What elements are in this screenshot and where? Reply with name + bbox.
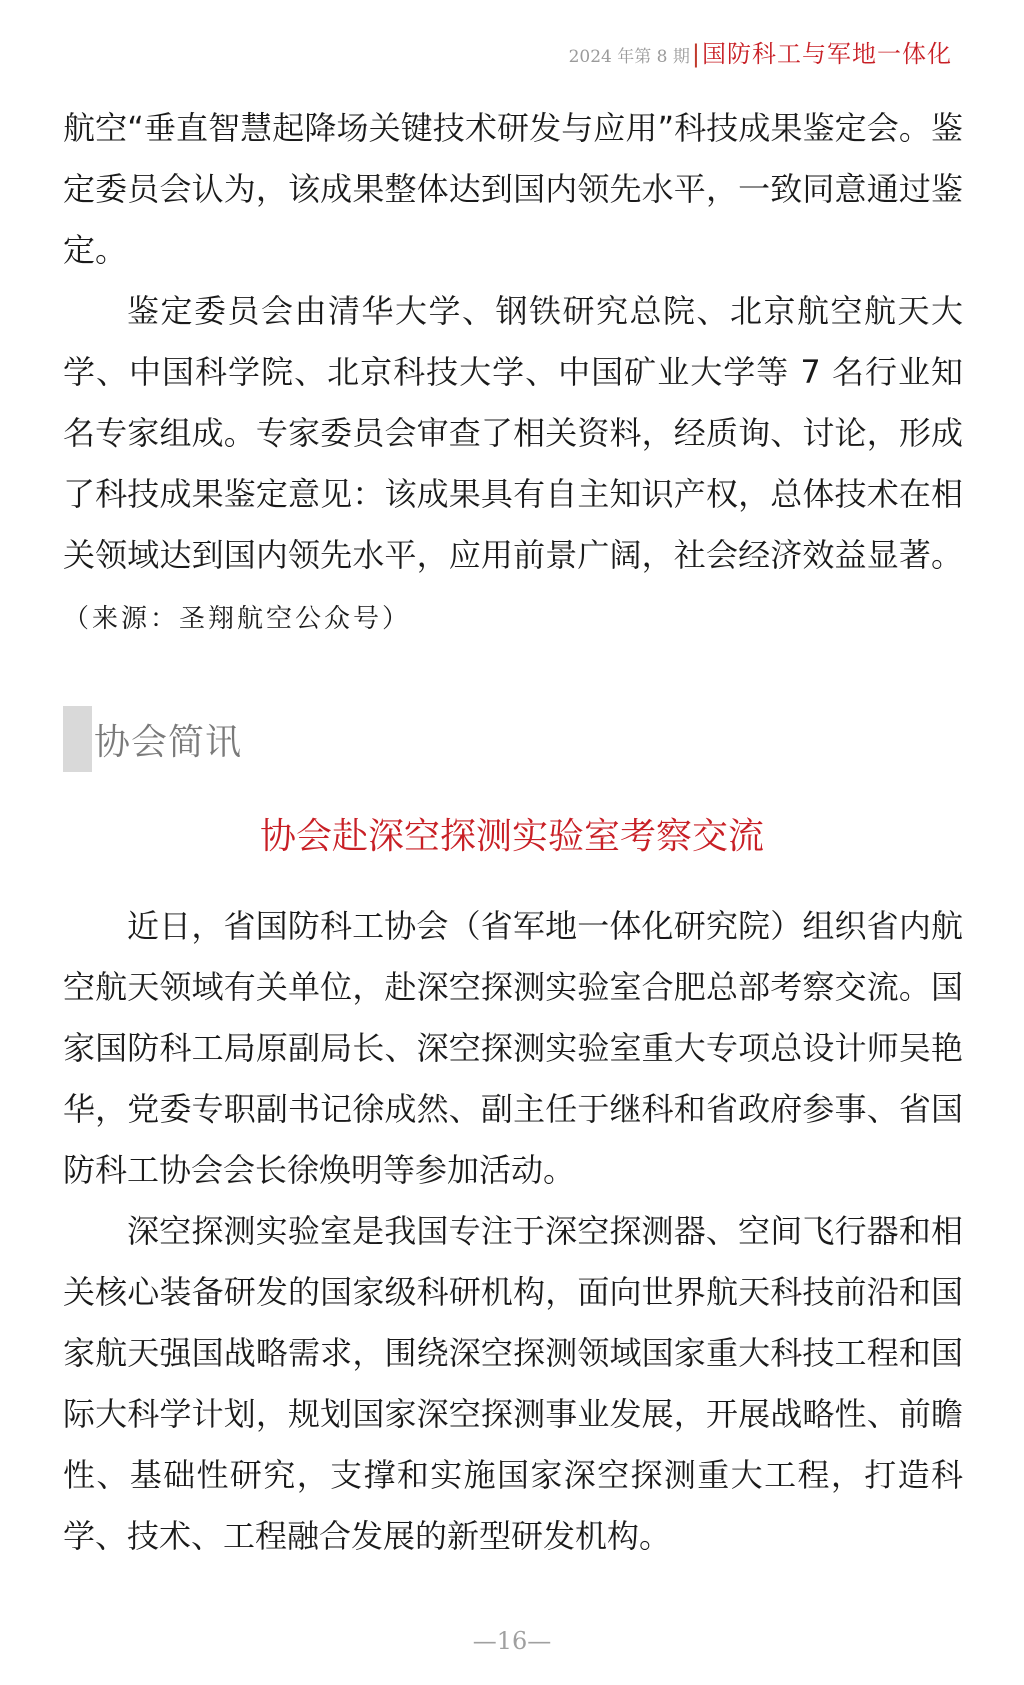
section-bar-decoration [63, 706, 92, 772]
section-label: 协会简讯 [94, 721, 243, 763]
intro-paragraph-1: 航空“垂直智慧起降场关键技术研发与应用”科技成果鉴定会。鉴定委员会认为，该成果整体达到国内领先水平，一致同意通过鉴定。 [63, 109, 963, 269]
page-header [569, 36, 952, 75]
intro-paragraph-2 [63, 281, 963, 650]
issue-label: 2024 年第 8 期 [568, 47, 690, 67]
intro-content [63, 98, 963, 650]
source-note: （来源：圣翔航空公众号） [63, 604, 412, 634]
header-separator: | [691, 40, 700, 68]
journal-title: 国防科工与军地一体化 [702, 40, 952, 68]
page-number: —16— [472, 1627, 552, 1655]
article-paragraph-2: 深空探测实验室是我国专注于深空探测器、空间飞行器和相关核心装备研发的国家级科研机构，面向世界航天科技前沿和国家航天强国战略需求，围绕深空探测领域国家重大科技工程和国际大科学计划，规划国家深空探测事业发展，开展战略性、前瞻性、基础性研究，支撑和实施国家深空探测重大工程，打造科学、技术、工程融合发展的新型研发机构。 [63, 1212, 963, 1555]
section-heading [63, 706, 242, 772]
article-title: 协会赴深空探测实验室考察交流 [259, 816, 764, 857]
intro-paragraph-2-text: 鉴定委员会由清华大学、钢铁研究总院、北京航空航天大学、中国科学院、北京科技大学、中国矿业大学等 7 名行业知名专家组成。专家委员会审查了相关资料，经质询、讨论，形成了科技成果鉴定意见：该成果具有自主知识产权，总体技术在相关领域达到国内领先水平，应用前景广阔，社会经济效益显著。 [63, 292, 963, 574]
article-body [63, 896, 963, 1567]
article-paragraph-1: 近日，省国防科工协会（省军地一体化研究院）组织省内航空航天领域有关单位，赴深空探测实验室合肥总部考察交流。国家国防科工局原副局长、深空探测实验室重大专项总设计师吴艳华，党委专职副书记徐成然、副主任于继科和省政府参事、省国防科工协会会长徐焕明等参加活动。 [63, 907, 963, 1189]
